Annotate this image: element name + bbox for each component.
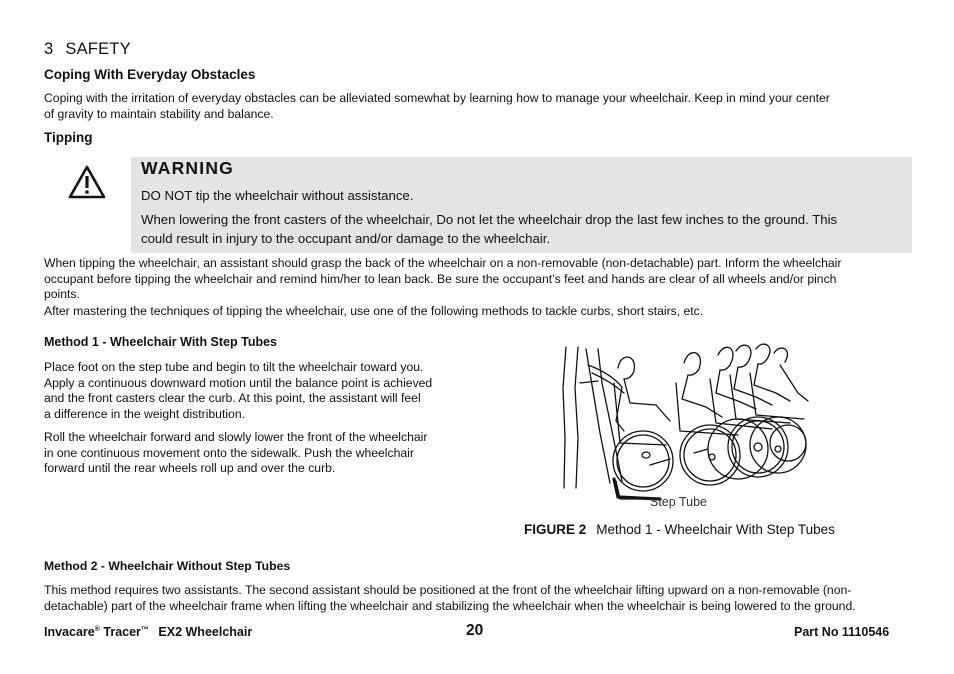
coping-body [44,91,830,122]
figure-illustration [558,343,812,515]
method1-line: and the front casters clear the curb. At this point, the assistant will feel [44,391,421,405]
footer-brand: Invacare [44,625,95,639]
footer-model: EX2 Wheelchair [158,625,253,639]
footer-product-name: Tracer [103,625,141,639]
method2-line: This method requires two assistants. The second assistant should be positioned at the front of the wheelchair lifting upward on a non-removable (non- [44,583,852,597]
chapter-heading [44,40,131,59]
method1-line: forward until the rear wheels roll up and over the curb. [44,461,336,475]
footer-product-mark: ™ [140,625,149,634]
figure-caption-text: Method 1 - Wheelchair With Step Tubes [596,522,835,537]
coping-body-line: of gravity to maintain stability and balance. [44,106,274,121]
chapter-title: SAFETY [65,40,131,58]
method1-line: in one continuous movement onto the sidewalk. Push the wheelchair [44,445,414,460]
warning-text [141,210,837,248]
warning-title: WARNING [141,158,234,178]
method2-line: detachable) part of the wheelchair frame when lifting the wheelchair and stabilizing the wheelchair when the wheelchair is being lowered to the ground. [44,598,856,613]
step-tube-callout: Step Tube [650,495,707,509]
figure-caption [524,522,835,537]
warning-line: DO NOT tip the wheelchair without assistance. [141,188,414,203]
footer-product [44,625,252,639]
coping-heading: Coping With Everyday Obstacles [44,67,256,82]
tipping-paragraph [44,256,841,303]
warning-triangle-icon [68,165,106,199]
warning-line: could result in injury to the occupant and/or damage to the wheelchair. [141,231,551,246]
method1-line: a difference in the weight distribution. [44,406,245,421]
footer-part-number: Part No 1110546 [794,625,890,639]
tipping-paragraph-2: After mastering the techniques of tipping the wheelchair, use one of the following methods to tackle curbs, short stairs, etc. [44,304,704,318]
tipping-heading: Tipping [44,130,93,145]
chapter-number: 3 [44,40,54,58]
tipping-paragraph-line: occupant before tipping the wheelchair and remind him/her to lean back. Be sure the occupant’s feet and hands are clear of all wheels and/or pinch [44,271,837,286]
warning-line: When lowering the front casters of the wheelchair, Do not let the wheelchair drop the last few inches to the ground. This [141,212,838,227]
footer-brand-mark: ® [94,625,100,633]
figure-caption-label: FIGURE 2 [524,522,587,537]
method2-heading: Method 2 - Wheelchair Without Step Tubes [44,559,291,573]
method1-heading: Method 1 - Wheelchair With Step Tubes [44,335,278,349]
coping-body-line: Coping with the irritation of everyday obstacles can be alleviated somewhat by learning how to manage your wheelchair. Keep in mind your center [44,91,830,105]
method1-paragraph-1 [44,360,432,422]
method1-paragraph-2 [44,430,427,477]
method1-line: Place foot on the step tube and begin to tilt the wheelchair toward you. [44,360,424,374]
tipping-paragraph-line: When tipping the wheelchair, an assistant should grasp the back of the wheelchair on a non-removable (non-detachable) part. Inform the wheelchair [44,256,842,270]
tipping-paragraph-line: points. [44,287,80,301]
page-number: 20 [466,622,484,639]
method1-line: Roll the wheelchair forward and slowly lower the front of the wheelchair [44,430,428,444]
method1-line: Apply a continuous downward motion until the balance point is achieved [44,375,433,390]
method2-paragraph [44,583,856,614]
